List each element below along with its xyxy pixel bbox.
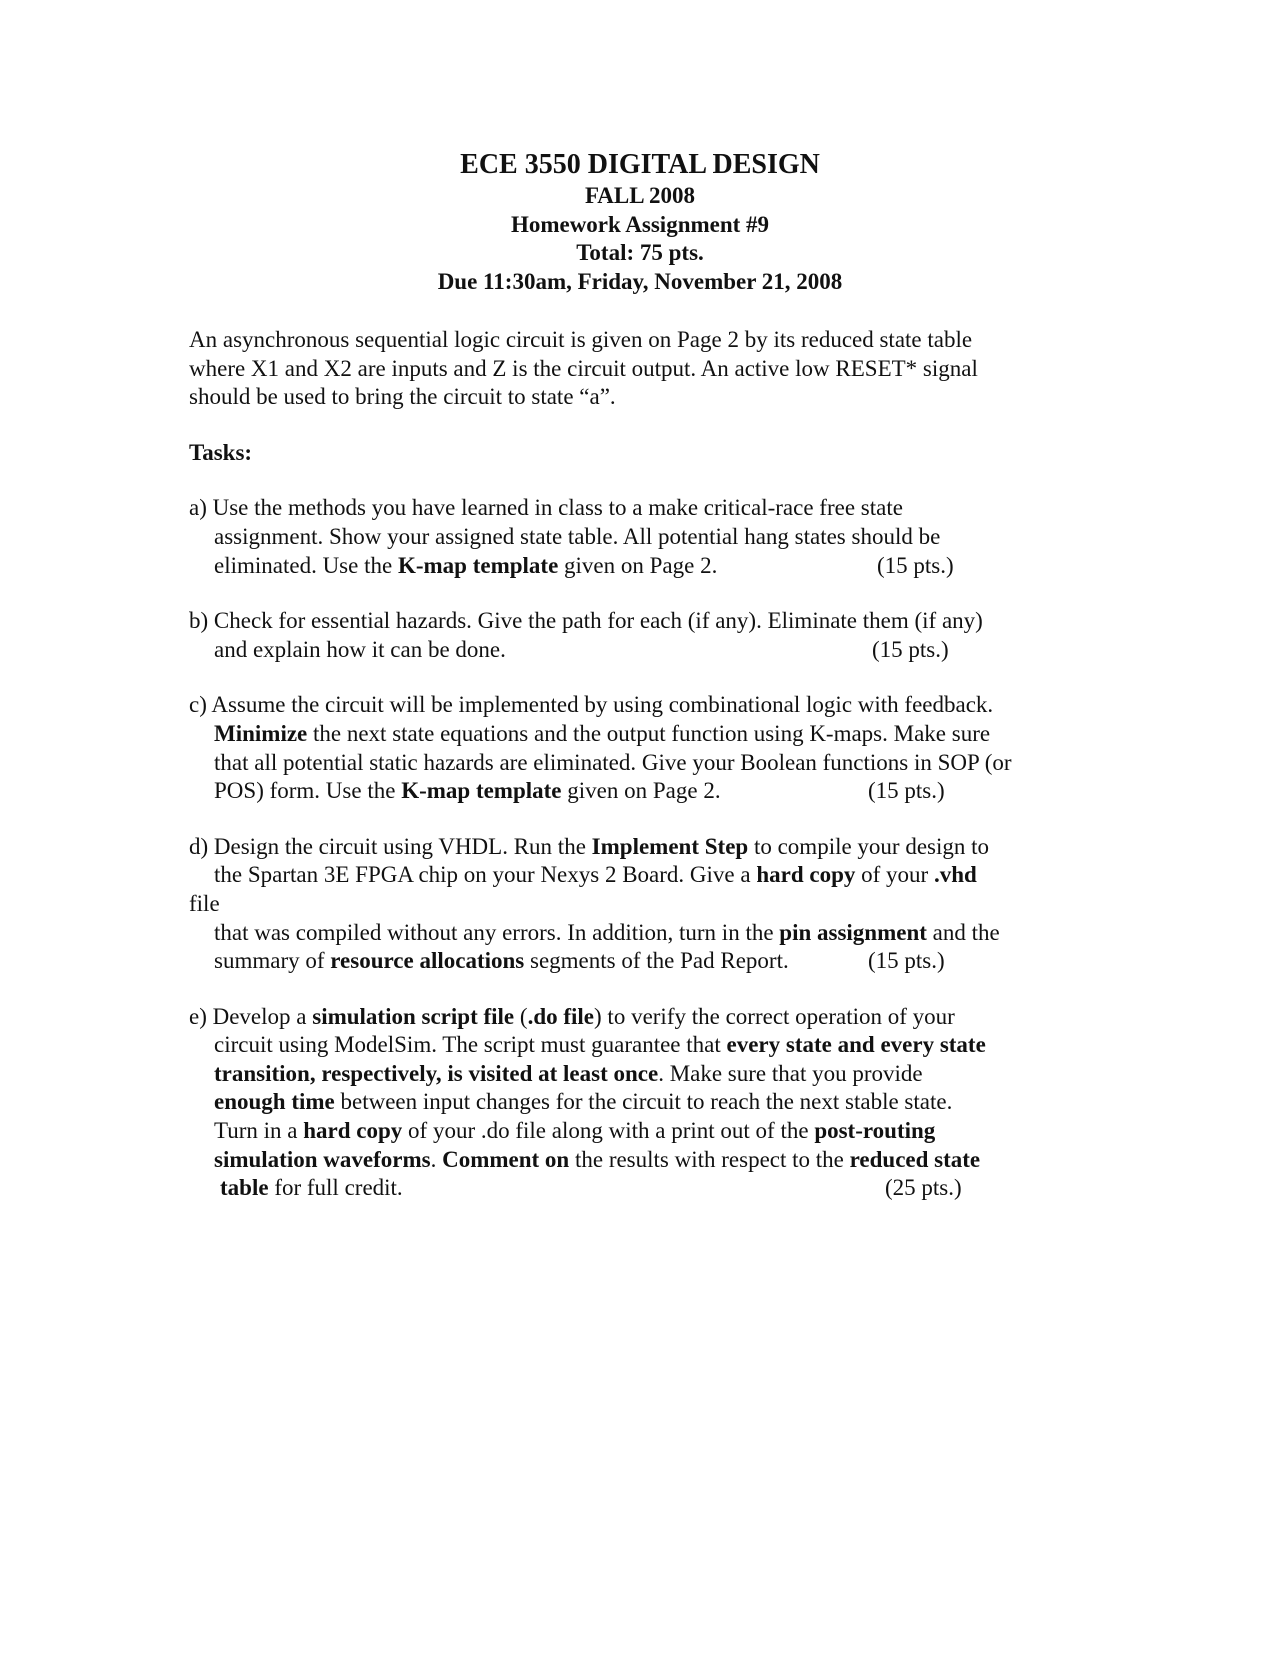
document-body [189, 326, 1089, 1203]
semester: FALL 2008 [584, 183, 696, 208]
task-line [189, 749, 1089, 778]
task-text: e) Develop a [189, 1003, 313, 1029]
task-text: a) Use the methods you have learned in class to a make critical-race free state [189, 495, 903, 521]
task-emphasis: transition, respectively, is visited at least once [214, 1060, 659, 1086]
task-text: POS) form. Use the [214, 778, 402, 804]
task-emphasis: reduced state [849, 1146, 981, 1172]
task-text: for full credit. [268, 1175, 403, 1201]
task-text: ) to verify the correct operation of your [594, 1003, 955, 1029]
task-emphasis: simulation waveforms [214, 1146, 431, 1172]
task-line [189, 833, 1089, 862]
task-text: circuit using ModelSim. The script must guarantee that [214, 1032, 727, 1058]
task-text: the next state equations and the output function using K-maps. Make sure [307, 720, 991, 746]
task-text: ( [514, 1003, 528, 1029]
task-a [189, 494, 1089, 580]
task-text: c) Assume the circuit will be implemented by using combinational logic with feedback. [189, 692, 994, 718]
task-text: segments of the Pad Report. [524, 948, 789, 974]
task-line [189, 861, 1089, 890]
intro-paragraph [189, 326, 1089, 412]
task-e [189, 1003, 1089, 1203]
task-line [189, 1003, 1089, 1032]
total-points: Total: 75 pts. [576, 240, 704, 265]
task-line [189, 1031, 1089, 1060]
task-b [189, 607, 1089, 664]
task-b-points: (15 pts.) [872, 636, 949, 662]
task-text: file [189, 890, 220, 916]
task-emphasis: post-routing [814, 1118, 936, 1144]
task-d [189, 833, 1089, 976]
task-emphasis: resource allocations [330, 948, 525, 974]
task-text: that was compiled without any errors. In addition, turn in the [214, 919, 780, 945]
intro-line: An asynchronous sequential logic circuit is given on Page 2 by its reduced state table [189, 327, 973, 352]
task-text: to compile your design to [748, 833, 990, 859]
task-text: given on Page 2. [558, 552, 718, 578]
due-date: Due 11:30am, Friday, November 21, 2008 [437, 268, 843, 294]
task-text: given on Page 2. [561, 778, 721, 804]
task-line [189, 607, 1089, 636]
task-a-points: (15 pts.) [877, 552, 954, 578]
task-text: of your .do file along with a print out of the [402, 1118, 815, 1144]
task-line [189, 777, 1089, 806]
intro-line: should be used to bring the circuit to state “a”. [189, 384, 616, 410]
task-line [189, 494, 1089, 523]
task-text: and the [926, 919, 1000, 945]
task-emphasis: Implement Step [591, 833, 749, 859]
task-text: eliminated. Use the [214, 552, 398, 578]
task-text: and explain how it can be done. [214, 636, 506, 662]
task-line [189, 720, 1089, 749]
task-line [189, 1146, 1089, 1175]
task-emphasis: enough time [214, 1089, 335, 1115]
task-text: that all potential static hazards are eliminated. Give your Boolean functions in SOP (or [214, 749, 1012, 775]
task-text: the results with respect to the [569, 1146, 850, 1172]
task-text: b) Check for essential hazards. Give the path for each (if any). Eliminate them (if any) [189, 608, 983, 634]
task-emphasis: K-map template [401, 778, 562, 804]
task-text: between input changes for the circuit to reach the next stable state. [334, 1089, 953, 1115]
task-text: the Spartan 3E FPGA chip on your Nexys 2 Board. Give a [214, 862, 757, 888]
task-line [189, 1117, 1089, 1146]
task-c-points: (15 pts.) [868, 778, 945, 804]
task-emphasis: hard copy [756, 862, 856, 888]
task-line [189, 919, 1089, 948]
task-text: assignment. Show your assigned state table. All potential hang states should be [214, 523, 941, 549]
task-line [189, 890, 1089, 919]
task-emphasis: .do file [527, 1003, 595, 1029]
task-emphasis: simulation script file [312, 1003, 515, 1029]
task-text: . Make sure that you provide [658, 1060, 923, 1086]
course-title: ECE 3550 DIGITAL DESIGN [460, 149, 820, 180]
task-emphasis: .vhd [933, 862, 977, 888]
tasks-heading: Tasks: [189, 439, 253, 465]
task-line [189, 947, 1089, 976]
task-line [189, 1088, 1089, 1117]
task-line [189, 552, 1089, 581]
task-emphasis: table [220, 1175, 269, 1201]
task-text: Turn in a [214, 1118, 304, 1144]
task-c [189, 691, 1089, 805]
task-emphasis: hard copy [303, 1118, 403, 1144]
task-emphasis: Comment on [442, 1146, 570, 1172]
task-text: d) Design the circuit using VHDL. Run the [189, 833, 592, 859]
task-text: . [430, 1146, 443, 1172]
task-line [189, 636, 1089, 665]
task-text: of your [855, 862, 934, 888]
task-emphasis: K-map template [397, 552, 559, 578]
task-line [189, 1174, 1089, 1203]
task-emphasis: Minimize [214, 720, 308, 746]
assignment-title: Homework Assignment #9 [510, 211, 770, 237]
task-line [189, 1060, 1089, 1089]
task-line [189, 523, 1089, 552]
task-d-points: (15 pts.) [868, 948, 945, 974]
document-header [0, 148, 1280, 296]
task-text: summary of [214, 948, 331, 974]
task-e-points: (25 pts.) [885, 1175, 962, 1201]
task-emphasis: pin assignment [779, 919, 927, 945]
task-emphasis: every state and every state [726, 1032, 986, 1058]
task-line [189, 691, 1089, 720]
intro-line: where X1 and X2 are inputs and Z is the circuit output. An active low RESET* signal [189, 355, 978, 381]
